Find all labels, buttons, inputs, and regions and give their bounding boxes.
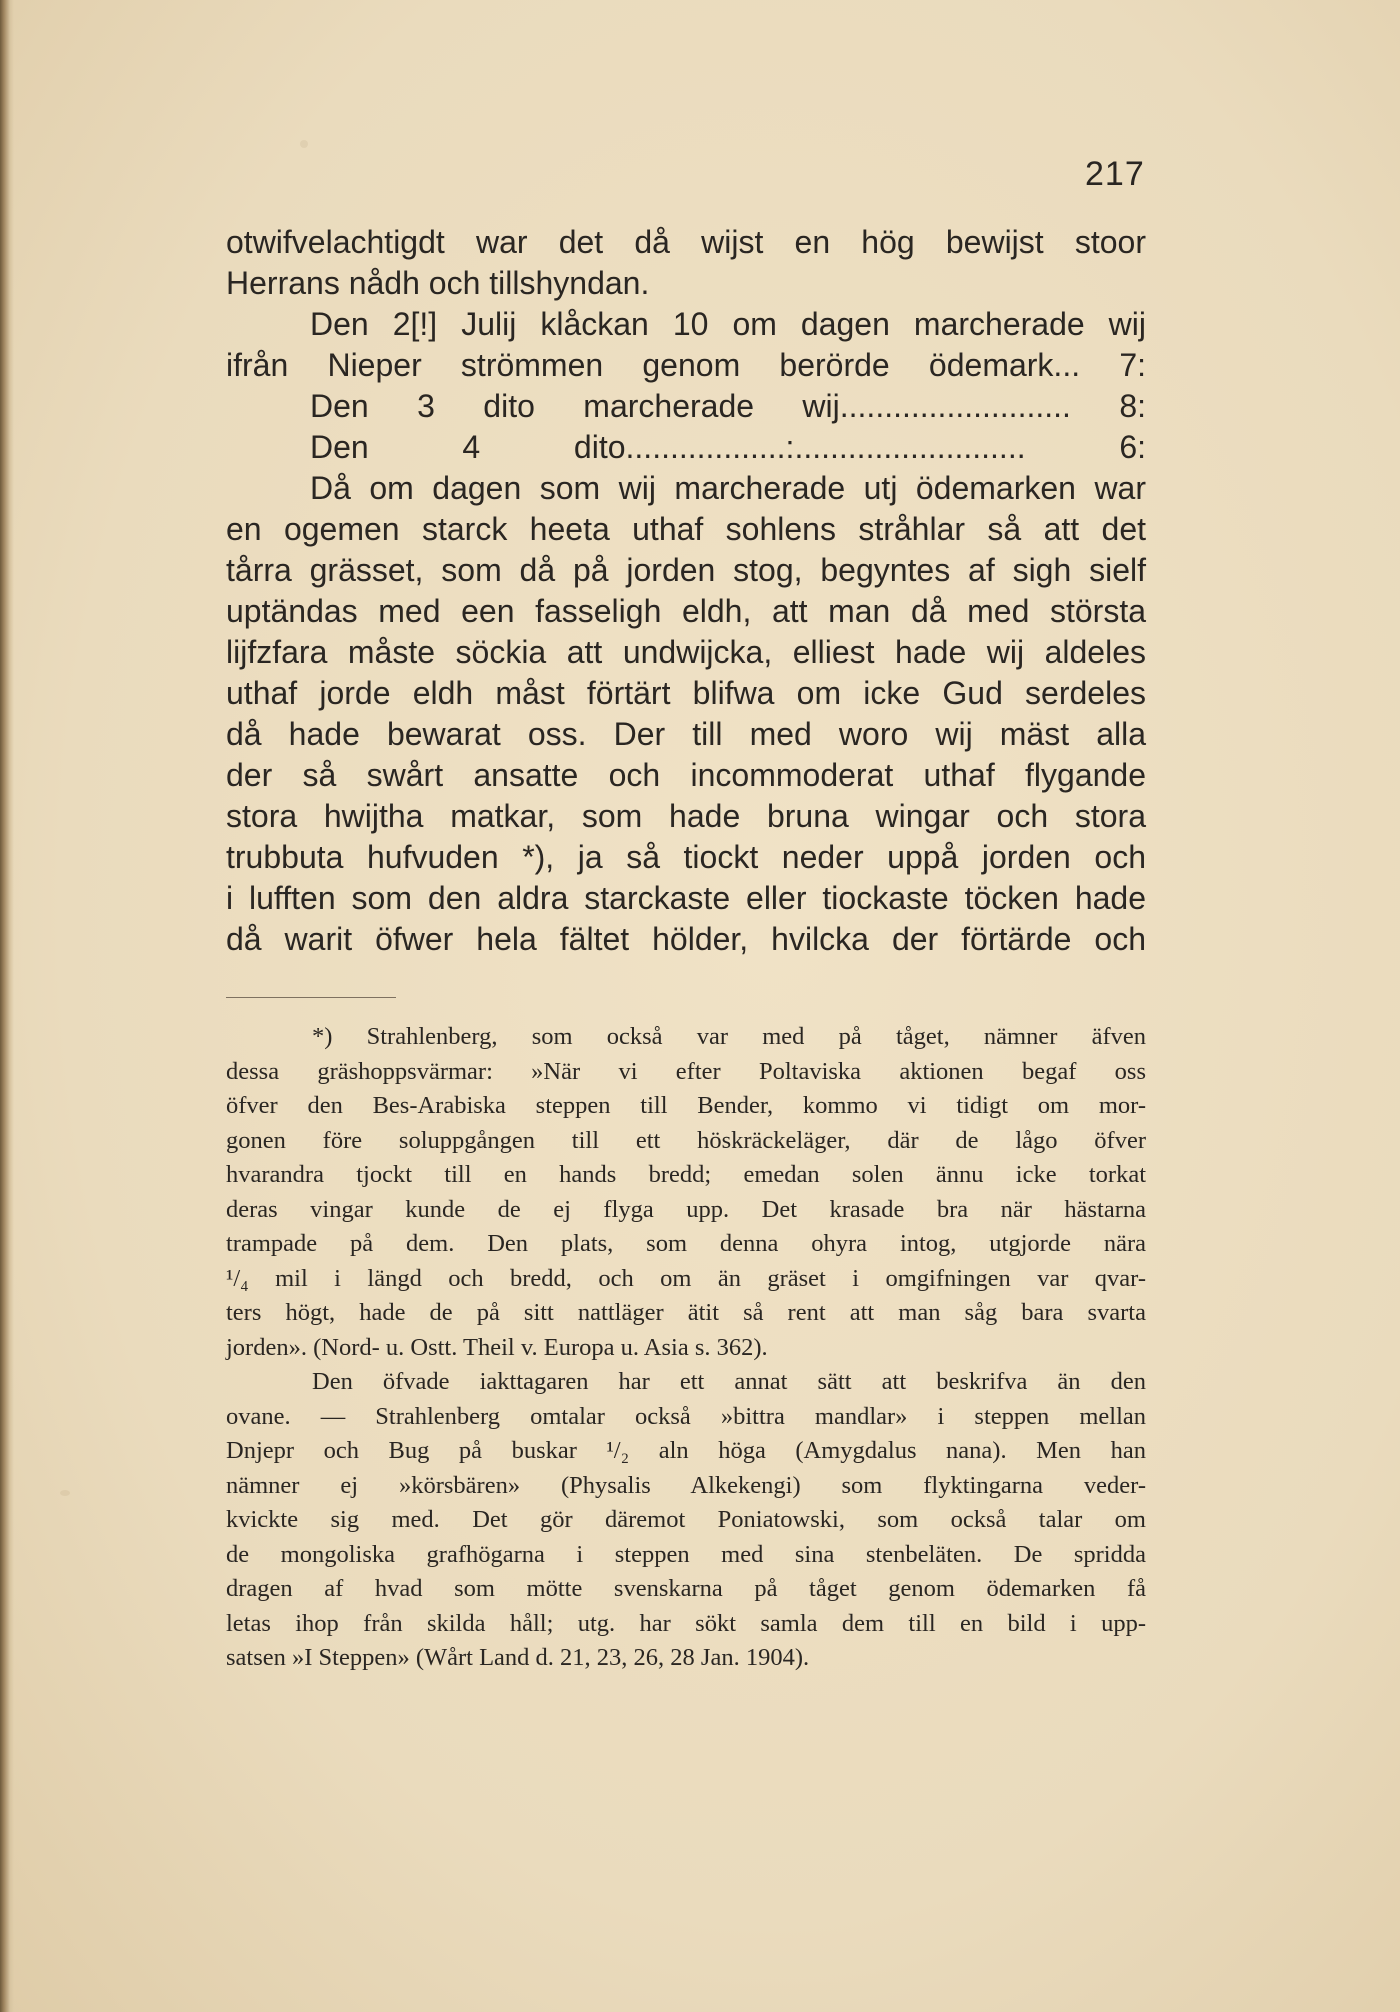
footnote-line: jorden». (Nord- u. Ostt. Theil v. Europa u. Asia s. 362). bbox=[226, 1333, 768, 1361]
page-number: 217 bbox=[1085, 155, 1145, 193]
text-line: en ogemen starck heeta uthaf sohlens stråhlar så att det bbox=[226, 511, 1146, 547]
footnote-line: hvarandra tjockt till en hands bredd; emedan solen ännu icke torkat bbox=[226, 1161, 1146, 1188]
text-line: Den 3 dito marcherade wij.......................... 8: bbox=[310, 388, 1146, 424]
text-line: der så swårt ansatte och incommoderat uthaf flygande bbox=[226, 757, 1146, 793]
text-line: ifrån Nieper strömmen genom berörde ödemark... 7: bbox=[226, 347, 1146, 383]
text-line: lijfzfara måste söckia att undwijcka, elliest hade wij aldeles bbox=[226, 634, 1146, 670]
text-line: i lufften som den aldra starckaste eller tiockaste töcken hade bbox=[226, 880, 1146, 916]
footnote-line: *) Strahlenberg, som också var med på tåget, nämner äfven bbox=[312, 1023, 1146, 1050]
footnote-line: trampade på dem. Den plats, som denna ohyra intog, utgjorde nära bbox=[226, 1230, 1146, 1257]
text-line: då warit öfwer hela fältet hölder, hvilcka der förtärde och bbox=[226, 921, 1146, 957]
text-line: Den 4 dito..................:.......................... 6: bbox=[310, 429, 1146, 465]
text-line: då hade bewarat oss. Der till med woro wij mäst alla bbox=[226, 716, 1146, 752]
footnote-block bbox=[226, 1020, 1146, 1676]
footnote-line: dragen af hvad som mötte svenskarna på tåget genom ödemarken få bbox=[226, 1575, 1146, 1602]
footnote-line: de mongoliska grafhögarna i steppen med sina stenbeläten. De spridda bbox=[226, 1540, 1146, 1568]
footnote-line: deras vingar kunde de ej flyga upp. Det krasade bra när hästarna bbox=[226, 1195, 1146, 1223]
text-line: uthaf jorde eldh måst förtärt blifwa om icke Gud serdeles bbox=[226, 675, 1146, 711]
text-line: tårra grässet, som då på jorden stog, begyntes af sigh sielf bbox=[226, 552, 1146, 588]
footnote-line: letas ihop från skilda håll; utg. har sökt samla dem till en bild i upp- bbox=[226, 1609, 1146, 1637]
paper-stain bbox=[60, 1490, 70, 1496]
footnote-line: ¹/₄ mil i längd och bredd, och om än gräset i omgifningen var qvar- bbox=[226, 1264, 1146, 1292]
page-binding-edge bbox=[0, 0, 14, 2012]
text-line: otwifvelachtigdt war det då wijst en hög bewijst stoor bbox=[226, 224, 1146, 260]
paper-stain bbox=[300, 140, 308, 148]
text-line: Den 2[!] Julij klåckan 10 om dagen marcherade wij bbox=[310, 306, 1146, 342]
text-line: Då om dagen som wij marcherade utj ödemarken war bbox=[310, 470, 1146, 506]
main-text-block bbox=[226, 222, 1146, 960]
footnote-line: öfver den Bes-Arabiska steppen till Bender, kommo vi tidigt om mor- bbox=[226, 1092, 1146, 1119]
footnote-line: kvickte sig med. Det gör däremot Poniatowski, som också talar om bbox=[226, 1506, 1146, 1533]
text-line: Herrans nådh och tillshyndan. bbox=[226, 265, 650, 301]
footnote-line: dessa gräshoppsvärmar: »När vi efter Poltaviska aktionen begaf oss bbox=[226, 1057, 1146, 1085]
footnote-line: satsen »I Steppen» (Wårt Land d. 21, 23, 26, 28 Jan. 1904). bbox=[226, 1644, 810, 1671]
footnote-line: gonen före soluppgången till ett höskräckeläger, där de lågo öfver bbox=[226, 1126, 1146, 1154]
text-line: uptändas med een fasseligh eldh, att man då med största bbox=[226, 593, 1146, 629]
footnote-separator bbox=[226, 997, 396, 998]
footnote-line: ters högt, hade de på sitt nattläger ätit så rent att man såg bara svarta bbox=[226, 1299, 1146, 1326]
footnote-line: Den öfvade iakttagaren har ett annat sätt att beskrifva än den bbox=[312, 1368, 1146, 1395]
footnote-line: ovane. — Strahlenberg omtalar också »bittra mandlar» i steppen mellan bbox=[226, 1402, 1146, 1430]
text-line: stora hwijtha matkar, som hade bruna wingar och stora bbox=[226, 798, 1146, 834]
footnote-line: nämner ej »körsbären» (Physalis Alkekengi) som flyktingarna veder- bbox=[226, 1471, 1146, 1499]
text-line: trubbuta hufvuden *), ja så tiockt neder uppå jorden och bbox=[226, 839, 1146, 875]
footnote-line: Dnjepr och Bug på buskar ¹/₂ aln höga (Amygdalus nana). Men han bbox=[226, 1437, 1146, 1464]
